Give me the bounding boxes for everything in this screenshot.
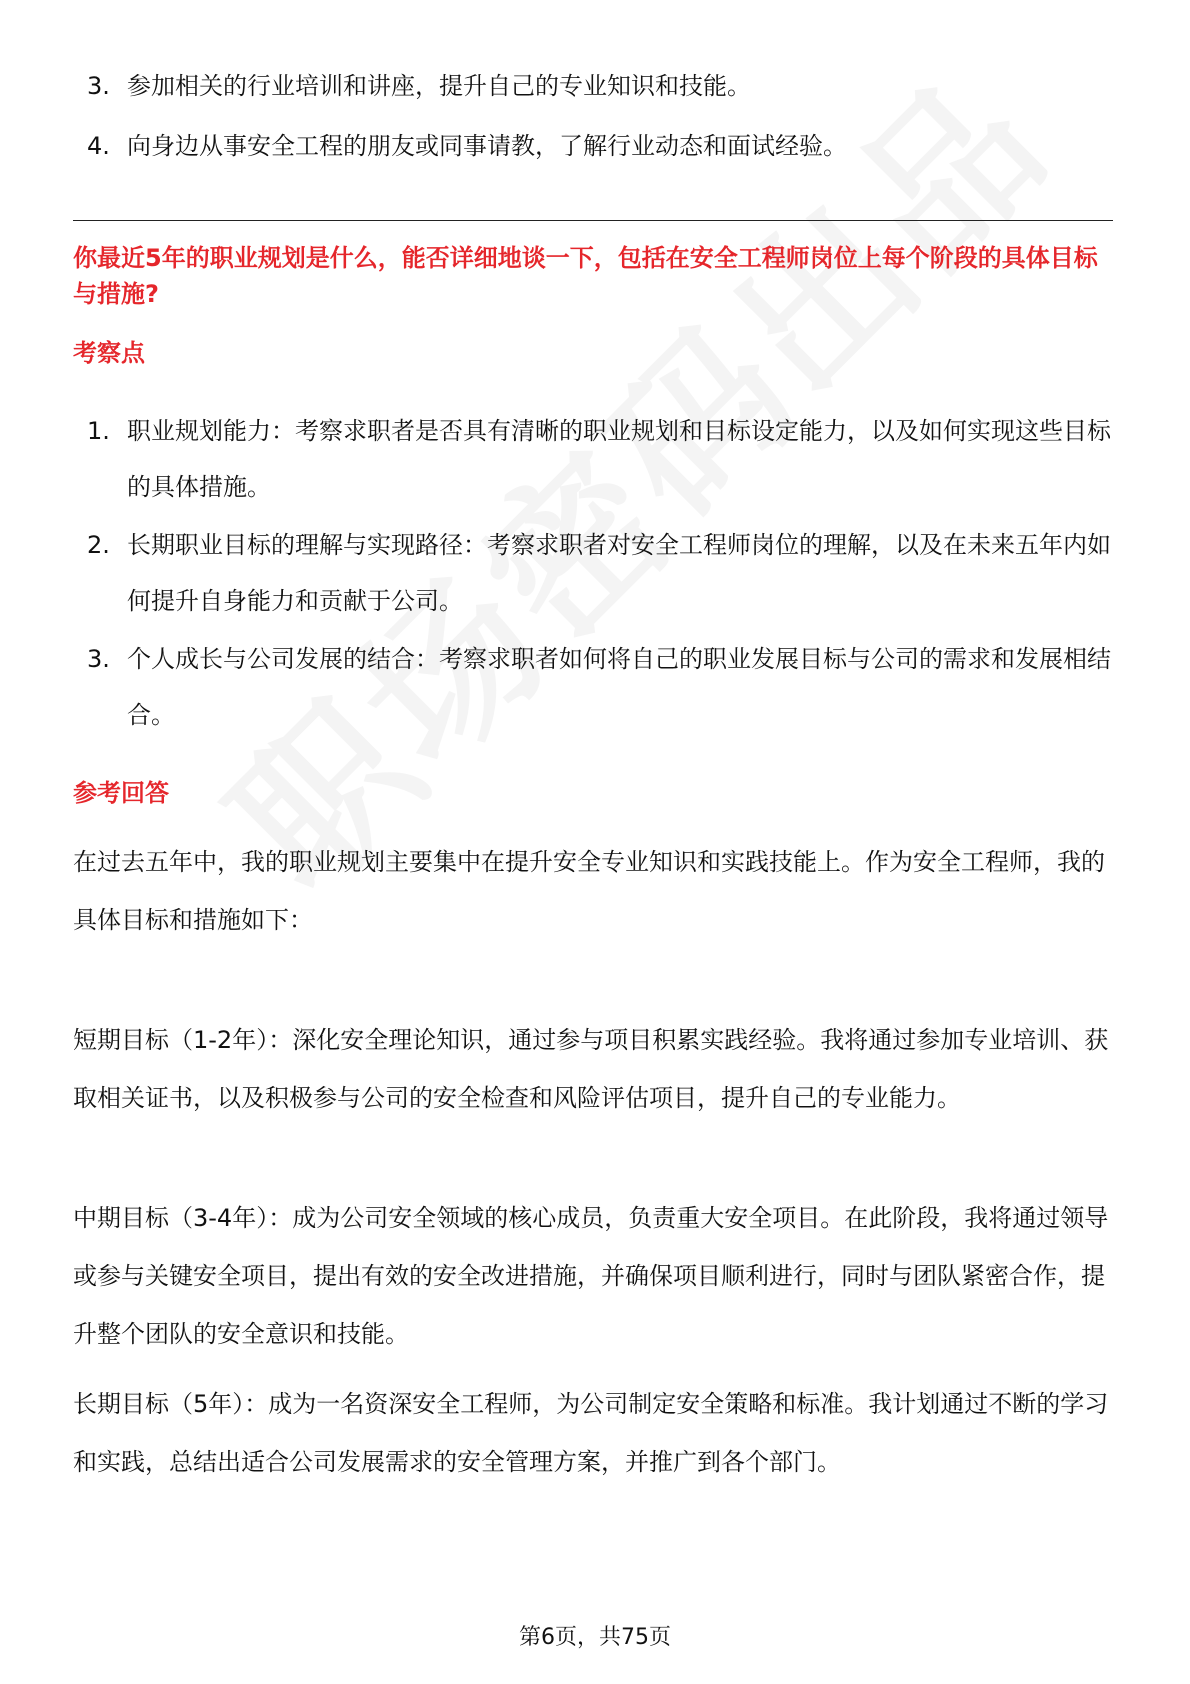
list-item-number: 4. (87, 132, 110, 160)
list-item-text: 长期职业目标的理解与实现路径：考察求职者对安全工程师岗位的理解，以及在未来五年内如何提升自身能力和贡献于公司。 (127, 531, 1111, 615)
list-item (73, 403, 1118, 515)
list-item-number: 3. (87, 645, 110, 673)
list-item-text: 个人成长与公司发展的结合：考察求职者如何将自己的职业发展目标与公司的需求和发展相结合。 (127, 645, 1111, 729)
list-item-text: 向身边从事安全工程的朋友或同事请教，了解行业动态和面试经验。 (127, 132, 847, 160)
list-item (73, 116, 1113, 176)
long-term-goal-paragraph: 长期目标（5年）：成为一名资深安全工程师，为公司制定安全策略和标准。我计划通过不断的学习和实践，总结出适合公司发展需求的安全管理方案，并推广到各个部门。 (73, 1390, 1109, 1476)
list-item-number: 3. (87, 72, 110, 100)
list-item-text: 参加相关的行业培训和讲座，提升自己的专业知识和技能。 (127, 72, 751, 100)
list-item (73, 631, 1118, 743)
short-term-goal-paragraph: 短期目标（1-2年）：深化安全理论知识，通过参与项目积累实践经验。我将通过参加专业培训、获取相关证书，以及积极参与公司的安全检查和风险评估项目，提升自己的专业能力。 (73, 1026, 1109, 1112)
points-heading: 考察点 (73, 339, 145, 367)
answer-intro-paragraph: 在过去五年中，我的职业规划主要集中在提升安全专业知识和实践技能上。作为安全工程师，我的具体目标和措施如下： (73, 848, 1105, 934)
list-item-number: 2. (87, 531, 110, 559)
question-heading: 你最近5年的职业规划是什么，能否详细地谈一下，包括在安全工程师岗位上每个阶段的具体目标与措施? (73, 244, 1098, 308)
list-item (73, 56, 1113, 116)
points-list (73, 403, 1118, 745)
mid-term-goal-paragraph: 中期目标（3-4年）：成为公司安全领域的核心成员，负责重大安全项目。在此阶段，我将通过领导或参与关键安全项目，提出有效的安全改进措施，并确保项目顺利进行，同时与团队紧密合作，提升整个团队的安全意识和技能。 (73, 1204, 1109, 1348)
page-number-footer: 第6页，共75页 (519, 1625, 671, 1650)
answer-heading: 参考回答 (73, 779, 169, 807)
list-item-number: 1. (87, 417, 110, 445)
list-item (73, 517, 1118, 629)
list-item-text: 职业规划能力：考察求职者是否具有清晰的职业规划和目标设定能力，以及如何实现这些目标的具体措施。 (127, 417, 1111, 501)
section-divider (73, 220, 1113, 221)
continued-list (73, 56, 1113, 176)
